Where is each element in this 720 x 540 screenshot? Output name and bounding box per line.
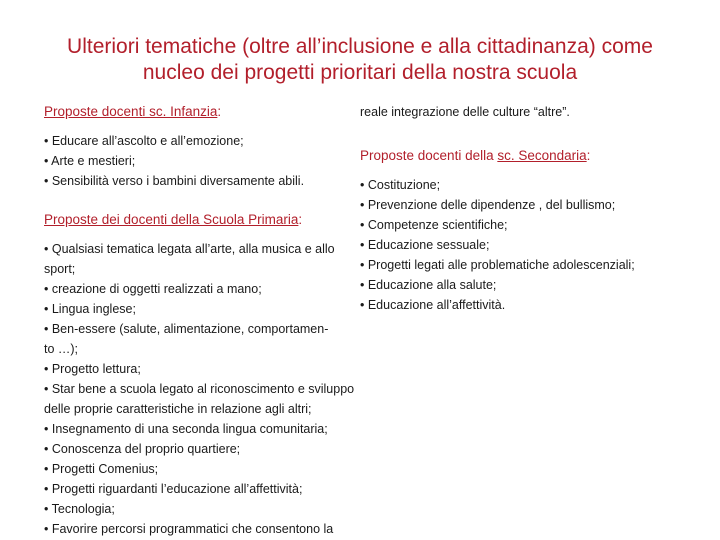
- left-column: [44, 102, 369, 539]
- primaria-heading-link[interactable]: Proposte dei docenti della Scuola Primaria: [44, 212, 299, 227]
- slide-title-line-2: nucleo dei progetti prioritari della nostra scuola: [142, 61, 578, 84]
- right-column: [360, 102, 700, 315]
- infanzia-heading: [44, 102, 369, 122]
- list-item: • Prevenzione delle dipendenze , del bullismo;: [360, 198, 616, 212]
- list-item: • Favorire percorsi programmatici che consentono la: [44, 522, 334, 536]
- secondaria-list: [360, 175, 700, 315]
- list-item: • Educazione sessuale;: [360, 238, 490, 252]
- list-item: • Progetti riguardanti l’educazione all’affettività;: [44, 482, 303, 496]
- list-item: • Arte e mestieri;: [44, 154, 136, 168]
- slide-title: [30, 34, 690, 86]
- list-item: delle proprie caratteristiche in relazione agli altri;: [44, 402, 312, 416]
- list-item: • Competenze scientifiche;: [360, 218, 508, 232]
- secondaria-heading: [360, 146, 700, 166]
- list-item: • Sensibilità verso i bambini diversamente abili.: [44, 174, 305, 188]
- list-item: • Educazione alla salute;: [360, 278, 497, 292]
- secondaria-heading-link[interactable]: sc. Secondaria: [497, 148, 587, 163]
- list-item: • Conoscenza del proprio quartiere;: [44, 442, 241, 456]
- list-item: • Educazione all’affettività.: [360, 298, 506, 312]
- primaria-continuation: reale integrazione delle culture “altre”.: [360, 105, 570, 119]
- primaria-heading-suffix: :: [298, 212, 303, 227]
- list-item: • Progetti legati alle problematiche adolescenziali;: [360, 258, 635, 272]
- list-item: • Tecnologia;: [44, 502, 115, 516]
- slide-title-line-1: Ulteriori tematiche (oltre all’inclusione e alla cittadinanza) come: [67, 35, 653, 58]
- list-item: • Lingua inglese;: [44, 302, 136, 316]
- list-item: • Star bene a scuola legato al riconoscimento e sviluppo: [44, 382, 355, 396]
- secondaria-heading-suffix: :: [586, 148, 591, 163]
- list-item: • Costituzione;: [360, 178, 441, 192]
- primaria-heading: [44, 210, 369, 230]
- list-item: • Ben-essere (salute, alimentazione, comportamen-: [44, 322, 329, 336]
- list-item: • Educare all’ascolto e all’emozione;: [44, 134, 244, 148]
- infanzia-heading-link[interactable]: Proposte docenti sc. Infanzia: [44, 104, 218, 119]
- list-item: • Qualsiasi tematica legata all’arte, alla musica e allo: [44, 242, 335, 256]
- list-item: • Progetto lettura;: [44, 362, 141, 376]
- list-item: • Progetti Comenius;: [44, 462, 159, 476]
- list-item: • creazione di oggetti realizzati a mano;: [44, 282, 262, 296]
- infanzia-list: [44, 131, 369, 191]
- list-item: • Insegnamento di una seconda lingua comunitaria;: [44, 422, 328, 436]
- list-item: to …);: [44, 342, 79, 356]
- primaria-list: [44, 239, 369, 539]
- secondaria-heading-prefix: Proposte docenti della: [360, 148, 498, 163]
- list-item: sport;: [44, 262, 76, 276]
- infanzia-heading-suffix: :: [217, 104, 222, 119]
